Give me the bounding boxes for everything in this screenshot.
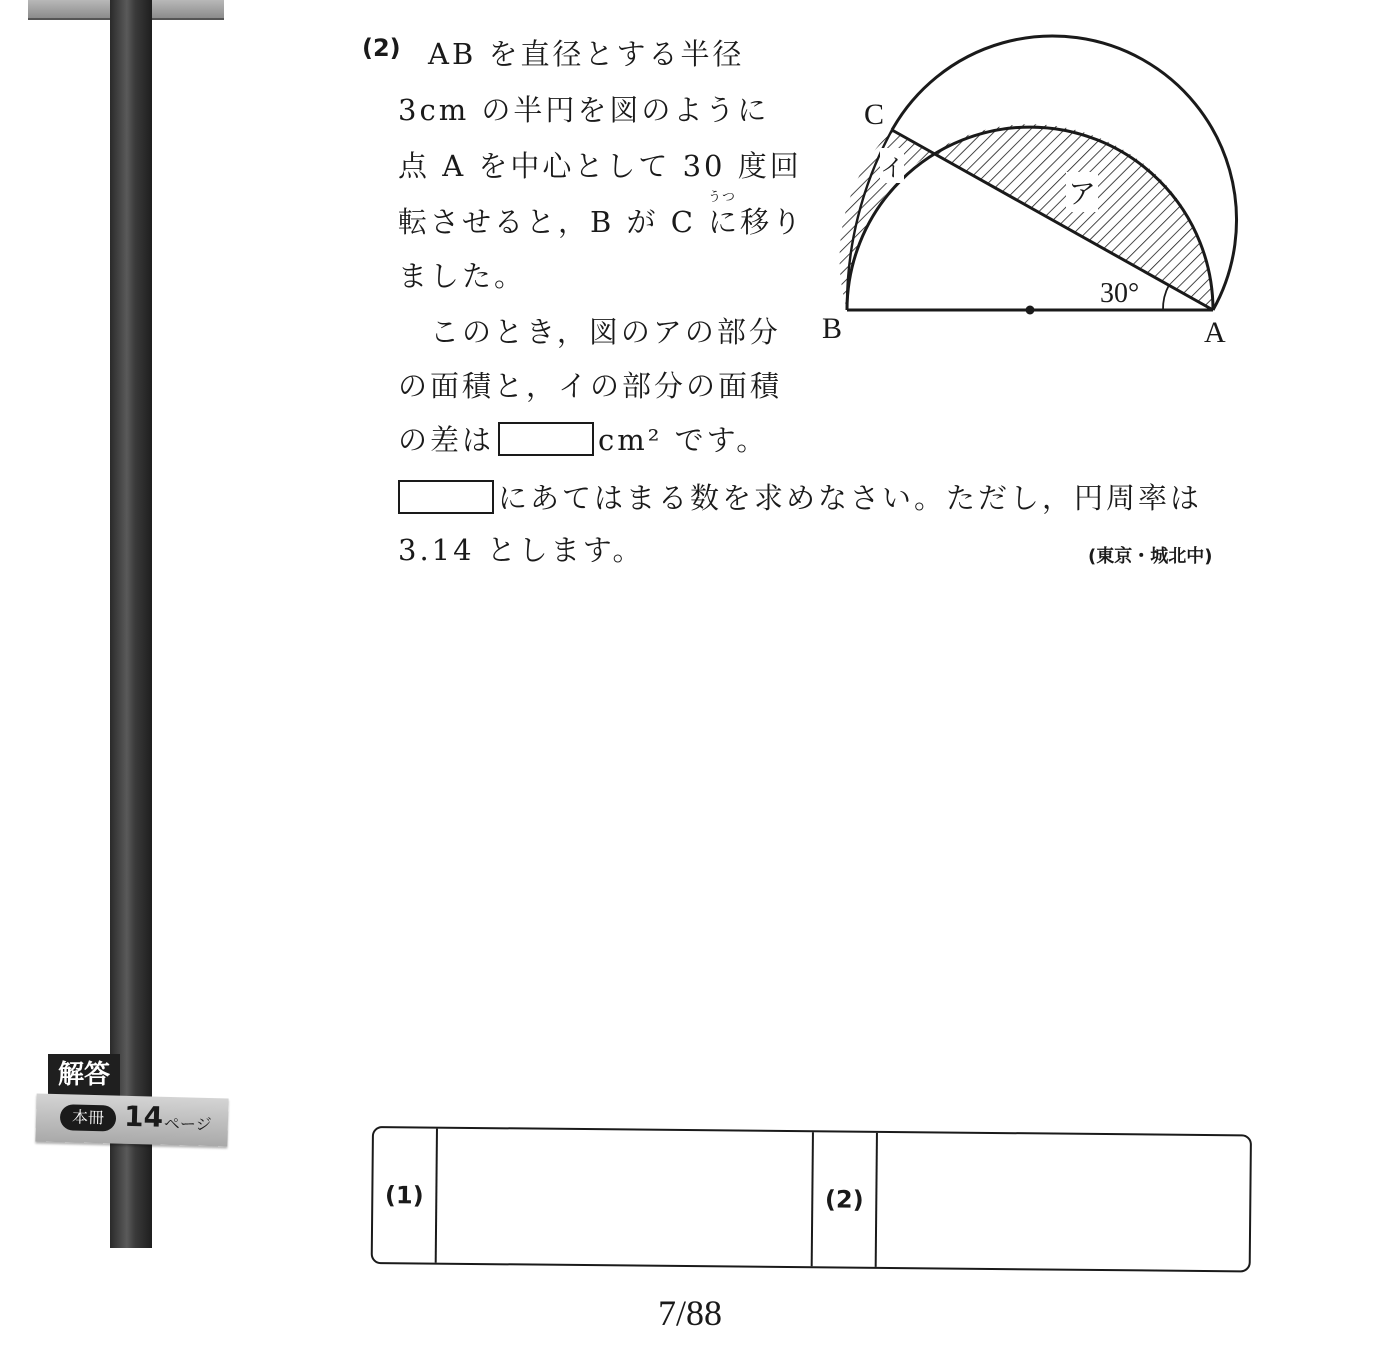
answer-cell-1-label: (1) bbox=[373, 1128, 438, 1263]
problem-line-3: 点 A を中心として 30 度回 bbox=[398, 149, 802, 183]
figure-svg bbox=[800, 20, 1250, 360]
region-a-label: ア bbox=[1066, 172, 1098, 212]
ruby-text: うつ bbox=[708, 190, 737, 205]
problem-line-1: AB を直径とする半径 bbox=[428, 37, 745, 71]
answer-cell-2-input[interactable] bbox=[877, 1133, 1250, 1271]
point-c-label: C bbox=[864, 98, 885, 131]
region-a-hatched bbox=[933, 124, 1213, 310]
page-number: 7/88 bbox=[657, 1293, 722, 1333]
problem-line-5: ました。 bbox=[398, 259, 527, 293]
reference-pill: 本冊 bbox=[60, 1104, 117, 1131]
center-point bbox=[1026, 306, 1035, 315]
answer-cell-2-label: (2) bbox=[813, 1132, 878, 1267]
answer-blank-box bbox=[498, 422, 594, 456]
problem-line-8 bbox=[398, 418, 768, 459]
problem-line-2: 3cm の半円を図のように bbox=[398, 93, 770, 127]
answer-strip bbox=[371, 1126, 1252, 1272]
reference-unit: ページ bbox=[163, 1113, 212, 1135]
blank-before-text: の差は bbox=[398, 423, 495, 457]
answer-label: 解答 bbox=[48, 1054, 120, 1096]
angle-label: 30° bbox=[1100, 278, 1140, 309]
problem-line-10: 3.14 とします。 bbox=[398, 533, 645, 567]
source-citation: (東京・城北中) bbox=[1088, 546, 1213, 567]
problem-line-9 bbox=[398, 476, 1202, 517]
answer-cell-1-input[interactable] bbox=[437, 1129, 814, 1267]
point-b-label: B bbox=[822, 312, 843, 345]
geometry-figure bbox=[800, 20, 1250, 360]
region-i-label: イ bbox=[880, 148, 904, 183]
angle-arc bbox=[1163, 285, 1169, 310]
blank-box-reference bbox=[398, 480, 494, 514]
point-a-label: A bbox=[1204, 316, 1226, 349]
answer-reference bbox=[35, 1093, 228, 1146]
blank-after-text: cm² です。 bbox=[598, 423, 769, 457]
problem-line-6: このとき，図のアの部分 bbox=[430, 315, 781, 349]
problem-number: (2) bbox=[362, 34, 401, 62]
problem-line-4: 転させると，B が C に移り bbox=[398, 205, 805, 239]
fill-instruction-text: にあてはまる数を求めなさい。ただし，円周率は bbox=[498, 481, 1203, 515]
reference-page: 14 bbox=[123, 1099, 164, 1134]
problem-line-7: の面積と，イの部分の面積 bbox=[398, 369, 783, 403]
